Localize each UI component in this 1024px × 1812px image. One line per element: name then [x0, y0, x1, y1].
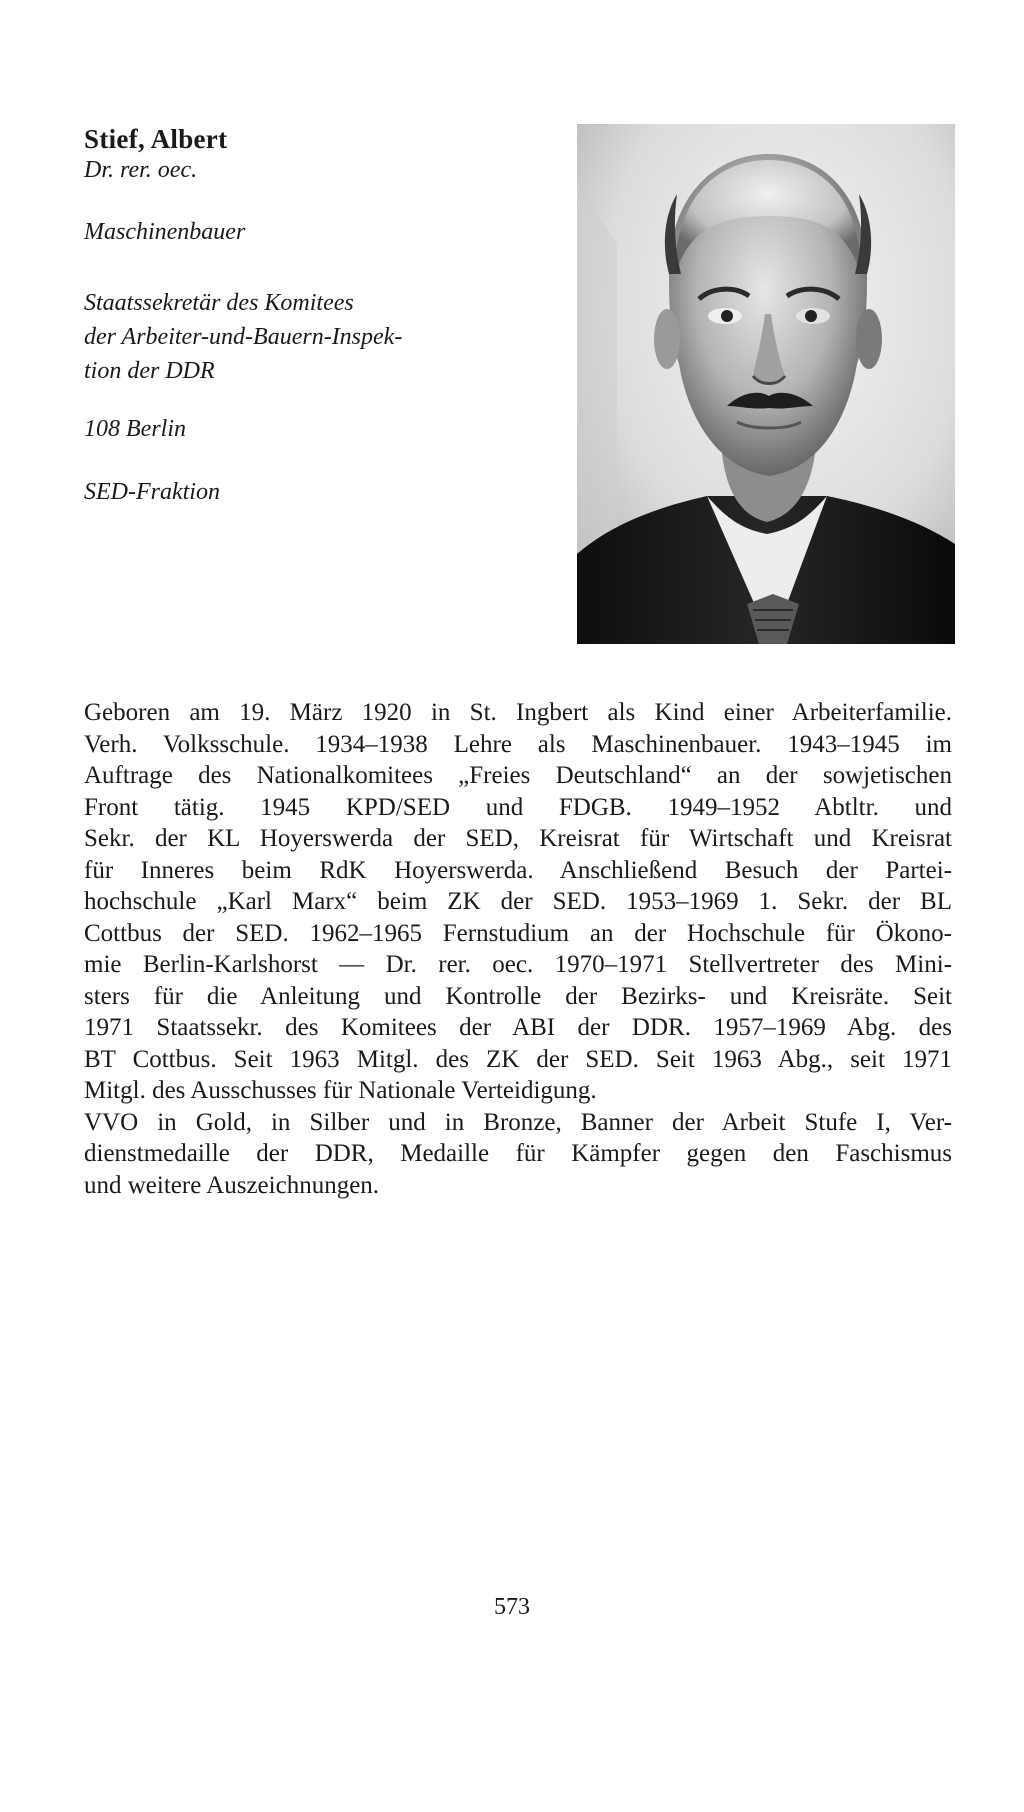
biography-line: VVO in Gold, in Silber und in Bronze, Banner der Arbeit Stufe I, Ver-: [84, 1108, 952, 1136]
biography-line: BT Cottbus. Seit 1963 Mitgl. des ZK der SED. Seit 1963 Abg., seit 1971: [84, 1045, 952, 1073]
portrait-photo: [577, 124, 955, 644]
biography-line: sters für die Anleitung und Kontrolle der Bezirks- und Kreisräte. Seit: [84, 982, 952, 1010]
portrait-image: [577, 124, 955, 644]
position-line: tion der DDR: [84, 358, 215, 384]
position-line: Staatssekretär des Komitees: [84, 290, 354, 316]
biography-line: Front tätig. 1945 KPD/SED und FDGB. 1949–1952 Abtltr. und: [84, 793, 952, 821]
page-number: 573: [494, 1594, 530, 1620]
biography-line: 1971 Staatssekr. des Komitees der ABI der DDR. 1957–1969 Abg. des: [84, 1014, 952, 1041]
academic-title: Dr. rer. oec.: [84, 157, 198, 183]
biography-line: Mitgl. des Ausschusses für Nationale Verteidigung.: [84, 1077, 597, 1104]
biography-line: Verh. Volksschule. 1934–1938 Lehre als Maschinenbauer. 1943–1945 im: [84, 730, 952, 758]
biography-line: mie Berlin-Karlshorst — Dr. rer. oec. 1970–1971 Stellvertreter des Mini-: [84, 951, 952, 978]
position-block: [84, 286, 464, 388]
biography-line: Cottbus der SED. 1962–1965 Fernstudium an der Hochschule für Ökono-: [84, 919, 952, 947]
profession: Maschinenbauer: [84, 219, 246, 245]
person-name: Stief, Albert: [84, 124, 228, 154]
biography-line: Auftrage des Nationalkomitees „Freies Deutschland“ an der sowjetischen: [84, 762, 952, 789]
biography-text: [84, 697, 952, 1201]
biography-line: hochschule „Karl Marx“ beim ZK der SED. 1953–1969 1. Sekr. der BL: [84, 888, 952, 915]
biography-line: für Inneres beim RdK Hoyerswerda. Anschließend Besuch der Partei-: [84, 856, 952, 884]
parliamentary-fraction: SED-Fraktion: [84, 479, 220, 505]
position-line: der Arbeiter-und-Bauern-Inspek-: [84, 324, 403, 350]
biography-line: und weitere Auszeichnungen.: [84, 1171, 380, 1199]
biography-line: Sekr. der KL Hoyerswerda der SED, Kreisrat für Wirtschaft und Kreisrat: [84, 825, 952, 852]
biography-line: Geboren am 19. März 1920 in St. Ingbert als Kind einer Arbeiterfamilie.: [84, 699, 952, 726]
city: 108 Berlin: [84, 416, 186, 442]
biography-line: dienstmedaille der DDR, Medaille für Kämpfer gegen den Faschismus: [84, 1140, 952, 1167]
